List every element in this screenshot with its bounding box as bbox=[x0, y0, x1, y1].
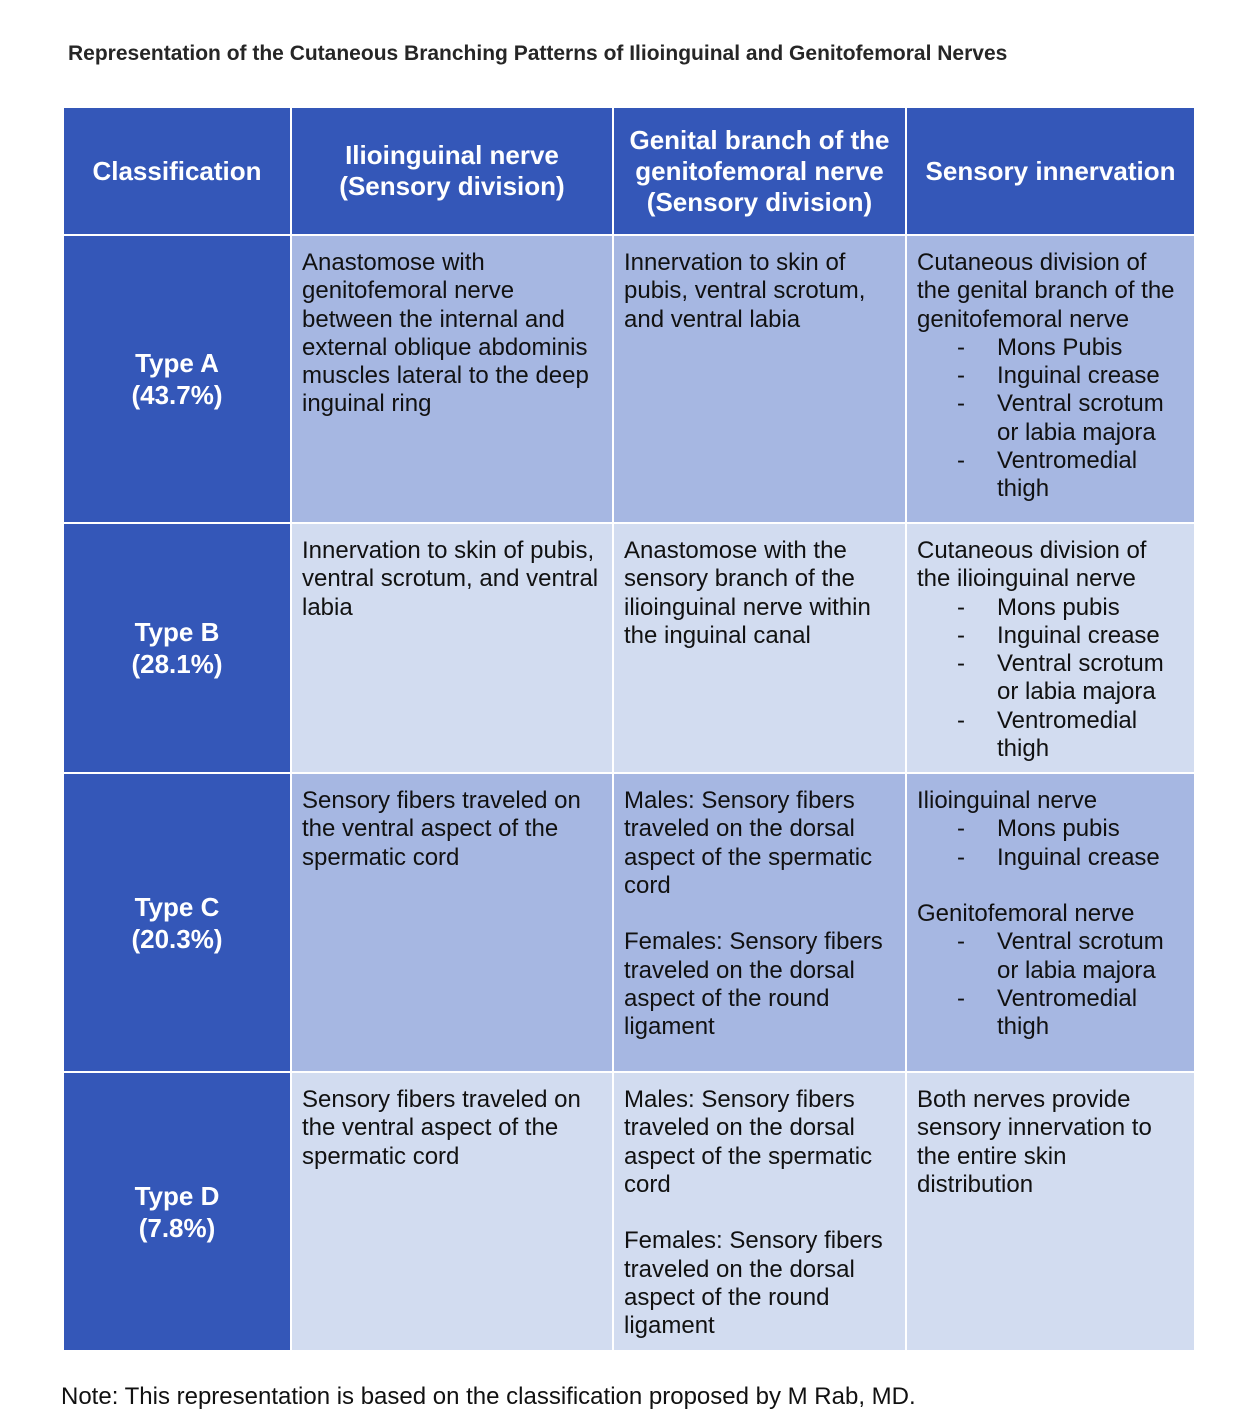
list-item: - Inguinal crease bbox=[957, 621, 1160, 649]
list-item: - Ventromedial thigh bbox=[957, 706, 1138, 763]
classification-cell bbox=[63, 773, 291, 1072]
ilioinguinal-cell bbox=[291, 235, 613, 523]
type-label: Type D bbox=[134, 1180, 220, 1211]
sensory-innervation-cell bbox=[906, 773, 1195, 1072]
list-item: - Mons Pubis bbox=[957, 333, 1123, 361]
ilioinguinal-text: Sensory fibers traveled on the ventral aspect of the spermatic cord bbox=[302, 787, 581, 871]
table-row bbox=[63, 1072, 1195, 1351]
genital-branch-text: Innervation to skin of pubis, ventral scrotum, and ventral labia bbox=[624, 249, 866, 333]
sensory-group-title: Cutaneous division of the ilioinguinal nerve bbox=[917, 537, 1147, 593]
ilioinguinal-text: Sensory fibers traveled on the ventral aspect of the spermatic cord bbox=[302, 1086, 581, 1170]
genital-branch-text: Anastomose with the sensory branch of the ilioinguinal nerve within the inguinal canal bbox=[624, 537, 871, 649]
table-row bbox=[63, 773, 1195, 1072]
type-label: Type B bbox=[134, 617, 220, 647]
list-item: - Mons pubis bbox=[957, 593, 1120, 621]
list-item: - Ventromedial thigh bbox=[957, 985, 1138, 1041]
table-row bbox=[63, 235, 1195, 523]
header-ilioinguinal-label: Ilioinguinal nerve (Sensory division) bbox=[339, 140, 565, 201]
type-percentage: (43.7%) bbox=[131, 380, 223, 410]
sensory-list bbox=[917, 334, 1186, 504]
ilioinguinal-text: Anastomose with genitofemoral nerve between the internal and external oblique abdominis muscles lateral to the deep inguinal ring bbox=[302, 249, 589, 418]
list-item: - Mons pubis bbox=[957, 815, 1120, 843]
genital-branch-cell bbox=[613, 523, 906, 773]
header-sensory-innervation: Sensory innervation bbox=[906, 107, 1195, 235]
list-item: - Ventral scrotum or labia majora bbox=[957, 650, 1164, 706]
sensory-list bbox=[917, 928, 1186, 1041]
type-label: Type C bbox=[134, 891, 220, 922]
sensory-innervation-cell bbox=[906, 523, 1195, 773]
sensory-list bbox=[917, 815, 1186, 872]
classification-cell bbox=[63, 1072, 291, 1351]
ilioinguinal-cell bbox=[291, 1072, 613, 1351]
list-item: - Ventromedial thigh bbox=[957, 447, 1138, 503]
header-genital-branch: Genital branch of the genitofemoral nerve (Sensory division) bbox=[613, 107, 906, 235]
list-item: - Ventral scrotum or labia majora bbox=[957, 390, 1164, 446]
sensory-innervation-cell bbox=[906, 235, 1195, 523]
footnote: Note: This representation is based on the classification proposed by M Rab, MD. bbox=[61, 1383, 916, 1410]
type-percentage: (20.3%) bbox=[131, 923, 223, 954]
sensory-group-title: Both nerves provide sensory innervation to the entire skin distribution bbox=[917, 1086, 1152, 1198]
ilioinguinal-cell bbox=[291, 523, 613, 773]
document-title: Representation of the Cutaneous Branching Patterns of Ilioinguinal and Genitofemoral Nerves bbox=[68, 42, 1008, 65]
header-ilioinguinal bbox=[291, 107, 613, 235]
sensory-group-title: Cutaneous division of the genital branch of the genitofemoral nerve bbox=[917, 249, 1175, 333]
table-row bbox=[63, 523, 1195, 773]
genital-branch-males: Males: Sensory fibers traveled on the dorsal aspect of the spermatic cord bbox=[624, 787, 873, 899]
header-row bbox=[63, 107, 1195, 235]
genital-branch-cell bbox=[613, 235, 906, 523]
nerve-classification-table bbox=[62, 106, 1196, 1352]
genital-branch-cell bbox=[613, 1072, 906, 1351]
sensory-innervation-cell bbox=[906, 1072, 1195, 1351]
sensory-group-title: Genitofemoral nerve bbox=[917, 900, 1135, 928]
list-item: - Ventral scrotum or labia majora bbox=[957, 928, 1164, 984]
classification-cell bbox=[63, 235, 291, 523]
ilioinguinal-text: Innervation to skin of pubis, ventral scrotum, and ventral labia bbox=[302, 537, 599, 621]
sensory-list bbox=[917, 594, 1186, 764]
type-percentage: (28.1%) bbox=[131, 649, 223, 679]
genital-branch-males: Males: Sensory fibers traveled on the dorsal aspect of the spermatic cord bbox=[624, 1086, 873, 1198]
list-item: - Inguinal crease bbox=[957, 843, 1160, 871]
type-label: Type A bbox=[135, 348, 219, 378]
list-item: - Inguinal crease bbox=[957, 362, 1160, 390]
classification-cell bbox=[63, 523, 291, 773]
ilioinguinal-cell bbox=[291, 773, 613, 1072]
genital-branch-females: Females: Sensory fibers traveled on the dorsal aspect of the round ligament bbox=[624, 1227, 883, 1340]
type-percentage: (7.8%) bbox=[138, 1212, 216, 1243]
genital-branch-females: Females: Sensory fibers traveled on the dorsal aspect of the round ligament bbox=[624, 928, 883, 1041]
genital-branch-cell bbox=[613, 773, 906, 1072]
sensory-group-title: Ilioinguinal nerve bbox=[917, 787, 1098, 814]
header-classification: Classification bbox=[63, 107, 291, 235]
